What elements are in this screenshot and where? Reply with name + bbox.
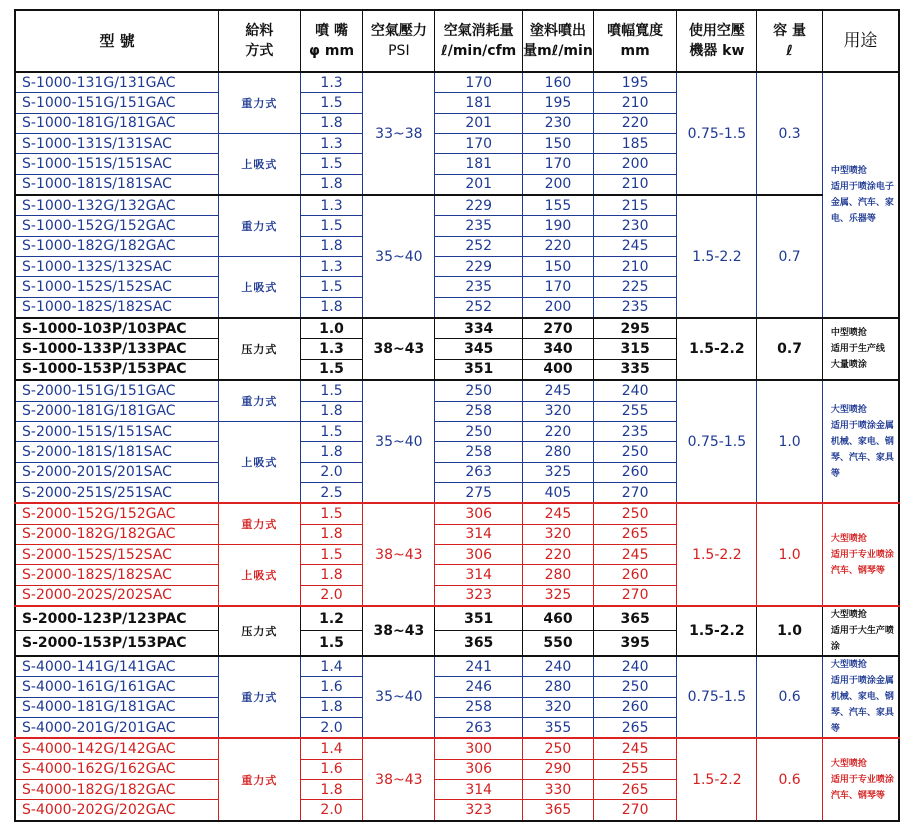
usage-line: 适用于大生产喷涂 — [830, 625, 894, 652]
nozzle-cell: 1.8 — [300, 565, 363, 585]
compressor-cell: 1.5-2.2 — [677, 738, 757, 820]
nozzle-cell: 1.5 — [300, 216, 363, 236]
width-cell: 255 — [593, 759, 677, 779]
usage-line: 汽车、钢琴等 — [830, 565, 885, 576]
model-cell: S-2000-181S/181SAC — [15, 442, 219, 462]
feed-cell: 重力式 — [219, 380, 301, 421]
air-cell: 258 — [435, 442, 523, 462]
model-cell: S-4000-141G/141GAC — [15, 656, 219, 677]
width-cell: 255 — [593, 401, 677, 421]
air-cell: 170 — [435, 72, 523, 93]
air-cell: 323 — [435, 800, 523, 821]
nozzle-cell: 1.2 — [300, 606, 363, 631]
width-cell: 270 — [593, 482, 677, 503]
nozzle-cell: 1.5 — [300, 421, 363, 441]
header-usage: 用途 — [822, 10, 899, 72]
model-cell: S-2000-152S/152SAC — [15, 544, 219, 564]
usage-line: 金属、汽车、家 — [830, 198, 894, 209]
nozzle-cell: 1.8 — [300, 297, 363, 318]
nozzle-cell: 1.5 — [300, 631, 363, 656]
air-cell: 235 — [435, 277, 523, 297]
nozzle-cell: 1.8 — [300, 236, 363, 256]
width-cell: 250 — [593, 442, 677, 462]
model-cell: S-1000-131S/131SAC — [15, 134, 219, 154]
model-cell: S-1000-181S/181SAC — [15, 174, 219, 195]
usage-line: 大型喷抢 — [830, 404, 867, 415]
compressor-cell: 0.75-1.5 — [677, 380, 757, 503]
nozzle-cell: 1.8 — [300, 780, 363, 800]
width-cell: 240 — [593, 656, 677, 677]
air-cell: 306 — [435, 759, 523, 779]
air-cell: 263 — [435, 717, 523, 738]
nozzle-cell: 1.8 — [300, 442, 363, 462]
usage-cell — [822, 606, 899, 656]
nozzle-cell: 2.5 — [300, 482, 363, 503]
header-air: 空氣消耗量 ℓ/min/cfm — [435, 10, 523, 72]
table-row — [15, 380, 899, 401]
model-cell: S-2000-182G/182GAC — [15, 524, 219, 544]
model-cell: S-4000-182G/182GAC — [15, 780, 219, 800]
usage-line: 电、乐器等 — [830, 214, 876, 225]
usage-line: 适用于喷涂电子 — [830, 182, 894, 193]
paint-cell: 170 — [523, 277, 594, 297]
paint-cell: 155 — [523, 195, 594, 216]
width-cell: 265 — [593, 717, 677, 738]
nozzle-cell: 1.3 — [300, 134, 363, 154]
model-cell: S-4000-162G/162GAC — [15, 759, 219, 779]
usage-cell — [822, 72, 899, 318]
usage-line: 机械、家电、钢 — [830, 436, 894, 447]
air-cell: 241 — [435, 656, 523, 677]
table-row — [15, 656, 899, 677]
width-cell: 195 — [593, 72, 677, 93]
air-cell: 258 — [435, 697, 523, 717]
paint-cell: 170 — [523, 154, 594, 174]
feed-cell: 重力式 — [219, 72, 301, 134]
width-cell: 265 — [593, 780, 677, 800]
model-cell: S-1000-152G/152GAC — [15, 216, 219, 236]
air-cell: 314 — [435, 565, 523, 585]
compressor-cell: 1.5-2.2 — [677, 606, 757, 656]
paint-cell: 195 — [523, 93, 594, 113]
feed-cell: 重力式 — [219, 738, 301, 820]
nozzle-cell: 1.3 — [300, 257, 363, 277]
header-width: 噴幅寬度 mm — [593, 10, 677, 72]
air-cell: 250 — [435, 380, 523, 401]
feed-cell: 上吸式 — [219, 257, 301, 319]
air-cell: 345 — [435, 339, 523, 359]
model-cell: S-2000-153P/153PAC — [15, 631, 219, 656]
air-cell: 229 — [435, 195, 523, 216]
header-nozzle: 噴 嘴 φ mm — [300, 10, 363, 72]
pressure-cell: 38~43 — [363, 738, 435, 820]
spec-body — [15, 72, 899, 821]
width-cell: 250 — [593, 503, 677, 524]
air-cell: 275 — [435, 482, 523, 503]
feed-cell: 重力式 — [219, 195, 301, 257]
capacity-cell: 1.0 — [757, 503, 823, 606]
compressor-cell: 0.75-1.5 — [677, 656, 757, 738]
paint-cell: 365 — [523, 800, 594, 821]
feed-cell: 压力式 — [219, 606, 301, 656]
paint-cell: 280 — [523, 442, 594, 462]
usage-cell — [822, 503, 899, 606]
air-cell: 306 — [435, 544, 523, 564]
nozzle-cell: 2.0 — [300, 800, 363, 821]
air-cell: 246 — [435, 677, 523, 697]
table-row — [15, 738, 899, 759]
usage-line: 适用于生产线 — [830, 344, 885, 355]
usage-line: 琴、汽车、家具 — [830, 452, 894, 463]
paint-cell: 220 — [523, 544, 594, 564]
paint-cell: 280 — [523, 565, 594, 585]
nozzle-cell: 1.4 — [300, 656, 363, 677]
compressor-cell: 1.5-2.2 — [677, 318, 757, 380]
air-cell: 334 — [435, 318, 523, 339]
air-cell: 252 — [435, 236, 523, 256]
width-cell: 270 — [593, 800, 677, 821]
paint-cell: 230 — [523, 113, 594, 133]
capacity-cell: 0.3 — [757, 72, 823, 195]
usage-line: 大量喷涂 — [830, 360, 867, 371]
header-feed: 給料 方式 — [219, 10, 301, 72]
table-row — [15, 318, 899, 339]
paint-cell: 290 — [523, 759, 594, 779]
usage-line: 机械、家电、钢 — [830, 692, 894, 703]
model-cell: S-1000-182S/182SAC — [15, 297, 219, 318]
model-cell: S-2000-251S/251SAC — [15, 482, 219, 503]
paint-cell: 200 — [523, 174, 594, 195]
air-cell: 229 — [435, 257, 523, 277]
paint-cell: 405 — [523, 482, 594, 503]
nozzle-cell: 1.8 — [300, 113, 363, 133]
nozzle-cell: 1.5 — [300, 154, 363, 174]
header-row — [15, 10, 899, 72]
usage-cell — [822, 318, 899, 380]
nozzle-cell: 1.3 — [300, 339, 363, 359]
nozzle-cell: 1.6 — [300, 759, 363, 779]
usage-cell — [822, 656, 899, 738]
air-cell: 252 — [435, 297, 523, 318]
compressor-cell: 1.5-2.2 — [677, 503, 757, 606]
width-cell: 230 — [593, 216, 677, 236]
air-cell: 365 — [435, 631, 523, 656]
width-cell: 295 — [593, 318, 677, 339]
nozzle-cell: 1.8 — [300, 697, 363, 717]
model-cell: S-4000-142G/142GAC — [15, 738, 219, 759]
nozzle-cell: 1.5 — [300, 380, 363, 401]
usage-line: 汽车、钢琴等 — [830, 790, 885, 801]
nozzle-cell: 1.5 — [300, 277, 363, 297]
pressure-cell: 38~43 — [363, 606, 435, 656]
compressor-cell: 1.5-2.2 — [677, 195, 757, 318]
header-paint: 塗料噴出 量mℓ/min — [523, 10, 594, 72]
paint-cell: 320 — [523, 524, 594, 544]
air-cell: 263 — [435, 462, 523, 482]
paint-cell: 150 — [523, 134, 594, 154]
usage-line: 等 — [830, 724, 840, 735]
width-cell: 200 — [593, 154, 677, 174]
nozzle-cell: 1.6 — [300, 677, 363, 697]
paint-cell: 200 — [523, 297, 594, 318]
compressor-cell: 0.75-1.5 — [677, 72, 757, 195]
model-cell: S-2000-201S/201SAC — [15, 462, 219, 482]
pressure-cell: 38~43 — [363, 318, 435, 380]
width-cell: 245 — [593, 544, 677, 564]
width-cell: 335 — [593, 359, 677, 380]
paint-cell: 340 — [523, 339, 594, 359]
width-cell: 245 — [593, 738, 677, 759]
model-cell: S-2000-123P/123PAC — [15, 606, 219, 631]
width-cell: 395 — [593, 631, 677, 656]
header-pressure: 空氣壓力 PSI — [363, 10, 435, 72]
model-cell: S-2000-182S/182SAC — [15, 565, 219, 585]
paint-cell: 245 — [523, 380, 594, 401]
width-cell: 260 — [593, 697, 677, 717]
model-cell: S-1000-153P/153PAC — [15, 359, 219, 380]
model-cell: S-4000-202G/202GAC — [15, 800, 219, 821]
pressure-cell: 35~40 — [363, 195, 435, 318]
width-cell: 240 — [593, 380, 677, 401]
model-cell: S-1000-131G/131GAC — [15, 72, 219, 93]
width-cell: 225 — [593, 277, 677, 297]
model-cell: S-2000-202S/202SAC — [15, 585, 219, 606]
paint-cell: 220 — [523, 236, 594, 256]
feed-cell: 上吸式 — [219, 421, 301, 503]
usage-line: 适用于专业喷涂 — [830, 774, 894, 785]
model-cell: S-1000-182G/182GAC — [15, 236, 219, 256]
nozzle-cell: 1.5 — [300, 544, 363, 564]
air-cell: 235 — [435, 216, 523, 236]
nozzle-cell: 1.3 — [300, 195, 363, 216]
usage-line: 大型喷抢 — [830, 660, 867, 671]
air-cell: 201 — [435, 174, 523, 195]
model-cell: S-1000-151G/151GAC — [15, 93, 219, 113]
width-cell: 265 — [593, 524, 677, 544]
nozzle-cell: 1.3 — [300, 72, 363, 93]
width-cell: 235 — [593, 297, 677, 318]
paint-cell: 550 — [523, 631, 594, 656]
table-row — [15, 72, 899, 93]
width-cell: 210 — [593, 174, 677, 195]
feed-cell: 上吸式 — [219, 134, 301, 196]
width-cell: 260 — [593, 462, 677, 482]
feed-cell: 压力式 — [219, 318, 301, 380]
nozzle-cell: 1.4 — [300, 738, 363, 759]
width-cell: 210 — [593, 93, 677, 113]
capacity-cell: 0.6 — [757, 738, 823, 820]
capacity-cell: 1.0 — [757, 606, 823, 656]
paint-cell: 160 — [523, 72, 594, 93]
usage-cell — [822, 380, 899, 503]
header-capacity: 容 量 ℓ — [757, 10, 823, 72]
model-cell: S-2000-152G/152GAC — [15, 503, 219, 524]
table-row — [15, 503, 899, 524]
air-cell: 258 — [435, 401, 523, 421]
usage-line: 大型喷抢 — [830, 758, 867, 769]
paint-cell: 400 — [523, 359, 594, 380]
nozzle-cell: 1.5 — [300, 93, 363, 113]
model-cell: S-1000-151S/151SAC — [15, 154, 219, 174]
nozzle-cell: 2.0 — [300, 462, 363, 482]
nozzle-cell: 2.0 — [300, 717, 363, 738]
width-cell: 270 — [593, 585, 677, 606]
width-cell: 210 — [593, 257, 677, 277]
header-compressor: 使用空壓 機器 kw — [677, 10, 757, 72]
usage-cell — [822, 738, 899, 820]
air-cell: 314 — [435, 780, 523, 800]
width-cell: 185 — [593, 134, 677, 154]
paint-cell: 320 — [523, 697, 594, 717]
feed-cell: 重力式 — [219, 656, 301, 738]
paint-cell: 245 — [523, 503, 594, 524]
capacity-cell: 1.0 — [757, 380, 823, 503]
pressure-cell: 35~40 — [363, 380, 435, 503]
feed-cell: 上吸式 — [219, 544, 301, 606]
air-cell: 300 — [435, 738, 523, 759]
width-cell: 235 — [593, 421, 677, 441]
model-cell: S-4000-201G/201GAC — [15, 717, 219, 738]
capacity-cell: 0.7 — [757, 195, 823, 318]
capacity-cell: 0.6 — [757, 656, 823, 738]
air-cell: 250 — [435, 421, 523, 441]
capacity-cell: 0.7 — [757, 318, 823, 380]
table-row — [15, 606, 899, 631]
usage-line: 适用于喷涂金属 — [830, 420, 894, 431]
width-cell: 365 — [593, 606, 677, 631]
model-cell: S-2000-151G/151GAC — [15, 380, 219, 401]
nozzle-cell: 1.8 — [300, 524, 363, 544]
width-cell: 250 — [593, 677, 677, 697]
air-cell: 170 — [435, 134, 523, 154]
nozzle-cell: 1.8 — [300, 174, 363, 195]
air-cell: 181 — [435, 93, 523, 113]
width-cell: 260 — [593, 565, 677, 585]
usage-line: 适用于专业喷涂 — [830, 549, 894, 560]
model-cell: S-2000-181G/181GAC — [15, 401, 219, 421]
paint-cell: 320 — [523, 401, 594, 421]
pressure-cell: 38~43 — [363, 503, 435, 606]
model-cell: S-1000-132G/132GAC — [15, 195, 219, 216]
usage-line: 等 — [830, 468, 840, 479]
usage-line: 琴、汽车、家具 — [830, 708, 894, 719]
air-cell: 306 — [435, 503, 523, 524]
model-cell: S-2000-151S/151SAC — [15, 421, 219, 441]
table-row — [15, 195, 899, 216]
paint-cell: 460 — [523, 606, 594, 631]
nozzle-cell: 1.5 — [300, 503, 363, 524]
width-cell: 245 — [593, 236, 677, 256]
air-cell: 323 — [435, 585, 523, 606]
paint-cell: 190 — [523, 216, 594, 236]
usage-line: 大型喷抢 — [830, 609, 867, 620]
header-model: 型 號 — [15, 10, 219, 72]
paint-cell: 280 — [523, 677, 594, 697]
usage-line: 中型喷抢 — [830, 328, 867, 339]
nozzle-cell: 1.5 — [300, 359, 363, 380]
spray-gun-spec-table — [14, 9, 900, 822]
paint-cell: 270 — [523, 318, 594, 339]
paint-cell: 150 — [523, 257, 594, 277]
air-cell: 314 — [435, 524, 523, 544]
nozzle-cell: 2.0 — [300, 585, 363, 606]
model-cell: S-1000-152S/152SAC — [15, 277, 219, 297]
paint-cell: 325 — [523, 585, 594, 606]
model-cell: S-4000-161G/161GAC — [15, 677, 219, 697]
air-cell: 181 — [435, 154, 523, 174]
usage-line: 中型喷抢 — [830, 166, 867, 177]
pressure-cell: 33~38 — [363, 72, 435, 195]
paint-cell: 250 — [523, 738, 594, 759]
model-cell: S-4000-181G/181GAC — [15, 697, 219, 717]
usage-line: 大型喷抢 — [830, 533, 867, 544]
feed-cell: 重力式 — [219, 503, 301, 544]
width-cell: 220 — [593, 113, 677, 133]
air-cell: 201 — [435, 113, 523, 133]
width-cell: 215 — [593, 195, 677, 216]
nozzle-cell: 1.8 — [300, 401, 363, 421]
model-cell: S-1000-103P/103PAC — [15, 318, 219, 339]
model-cell: S-1000-181G/181GAC — [15, 113, 219, 133]
nozzle-cell: 1.0 — [300, 318, 363, 339]
paint-cell: 325 — [523, 462, 594, 482]
paint-cell: 240 — [523, 656, 594, 677]
air-cell: 351 — [435, 606, 523, 631]
paint-cell: 330 — [523, 780, 594, 800]
width-cell: 315 — [593, 339, 677, 359]
model-cell: S-1000-133P/133PAC — [15, 339, 219, 359]
model-cell: S-1000-132S/132SAC — [15, 257, 219, 277]
pressure-cell: 35~40 — [363, 656, 435, 738]
usage-line: 适用于喷涂金属 — [830, 676, 894, 687]
air-cell: 351 — [435, 359, 523, 380]
paint-cell: 355 — [523, 717, 594, 738]
paint-cell: 220 — [523, 421, 594, 441]
